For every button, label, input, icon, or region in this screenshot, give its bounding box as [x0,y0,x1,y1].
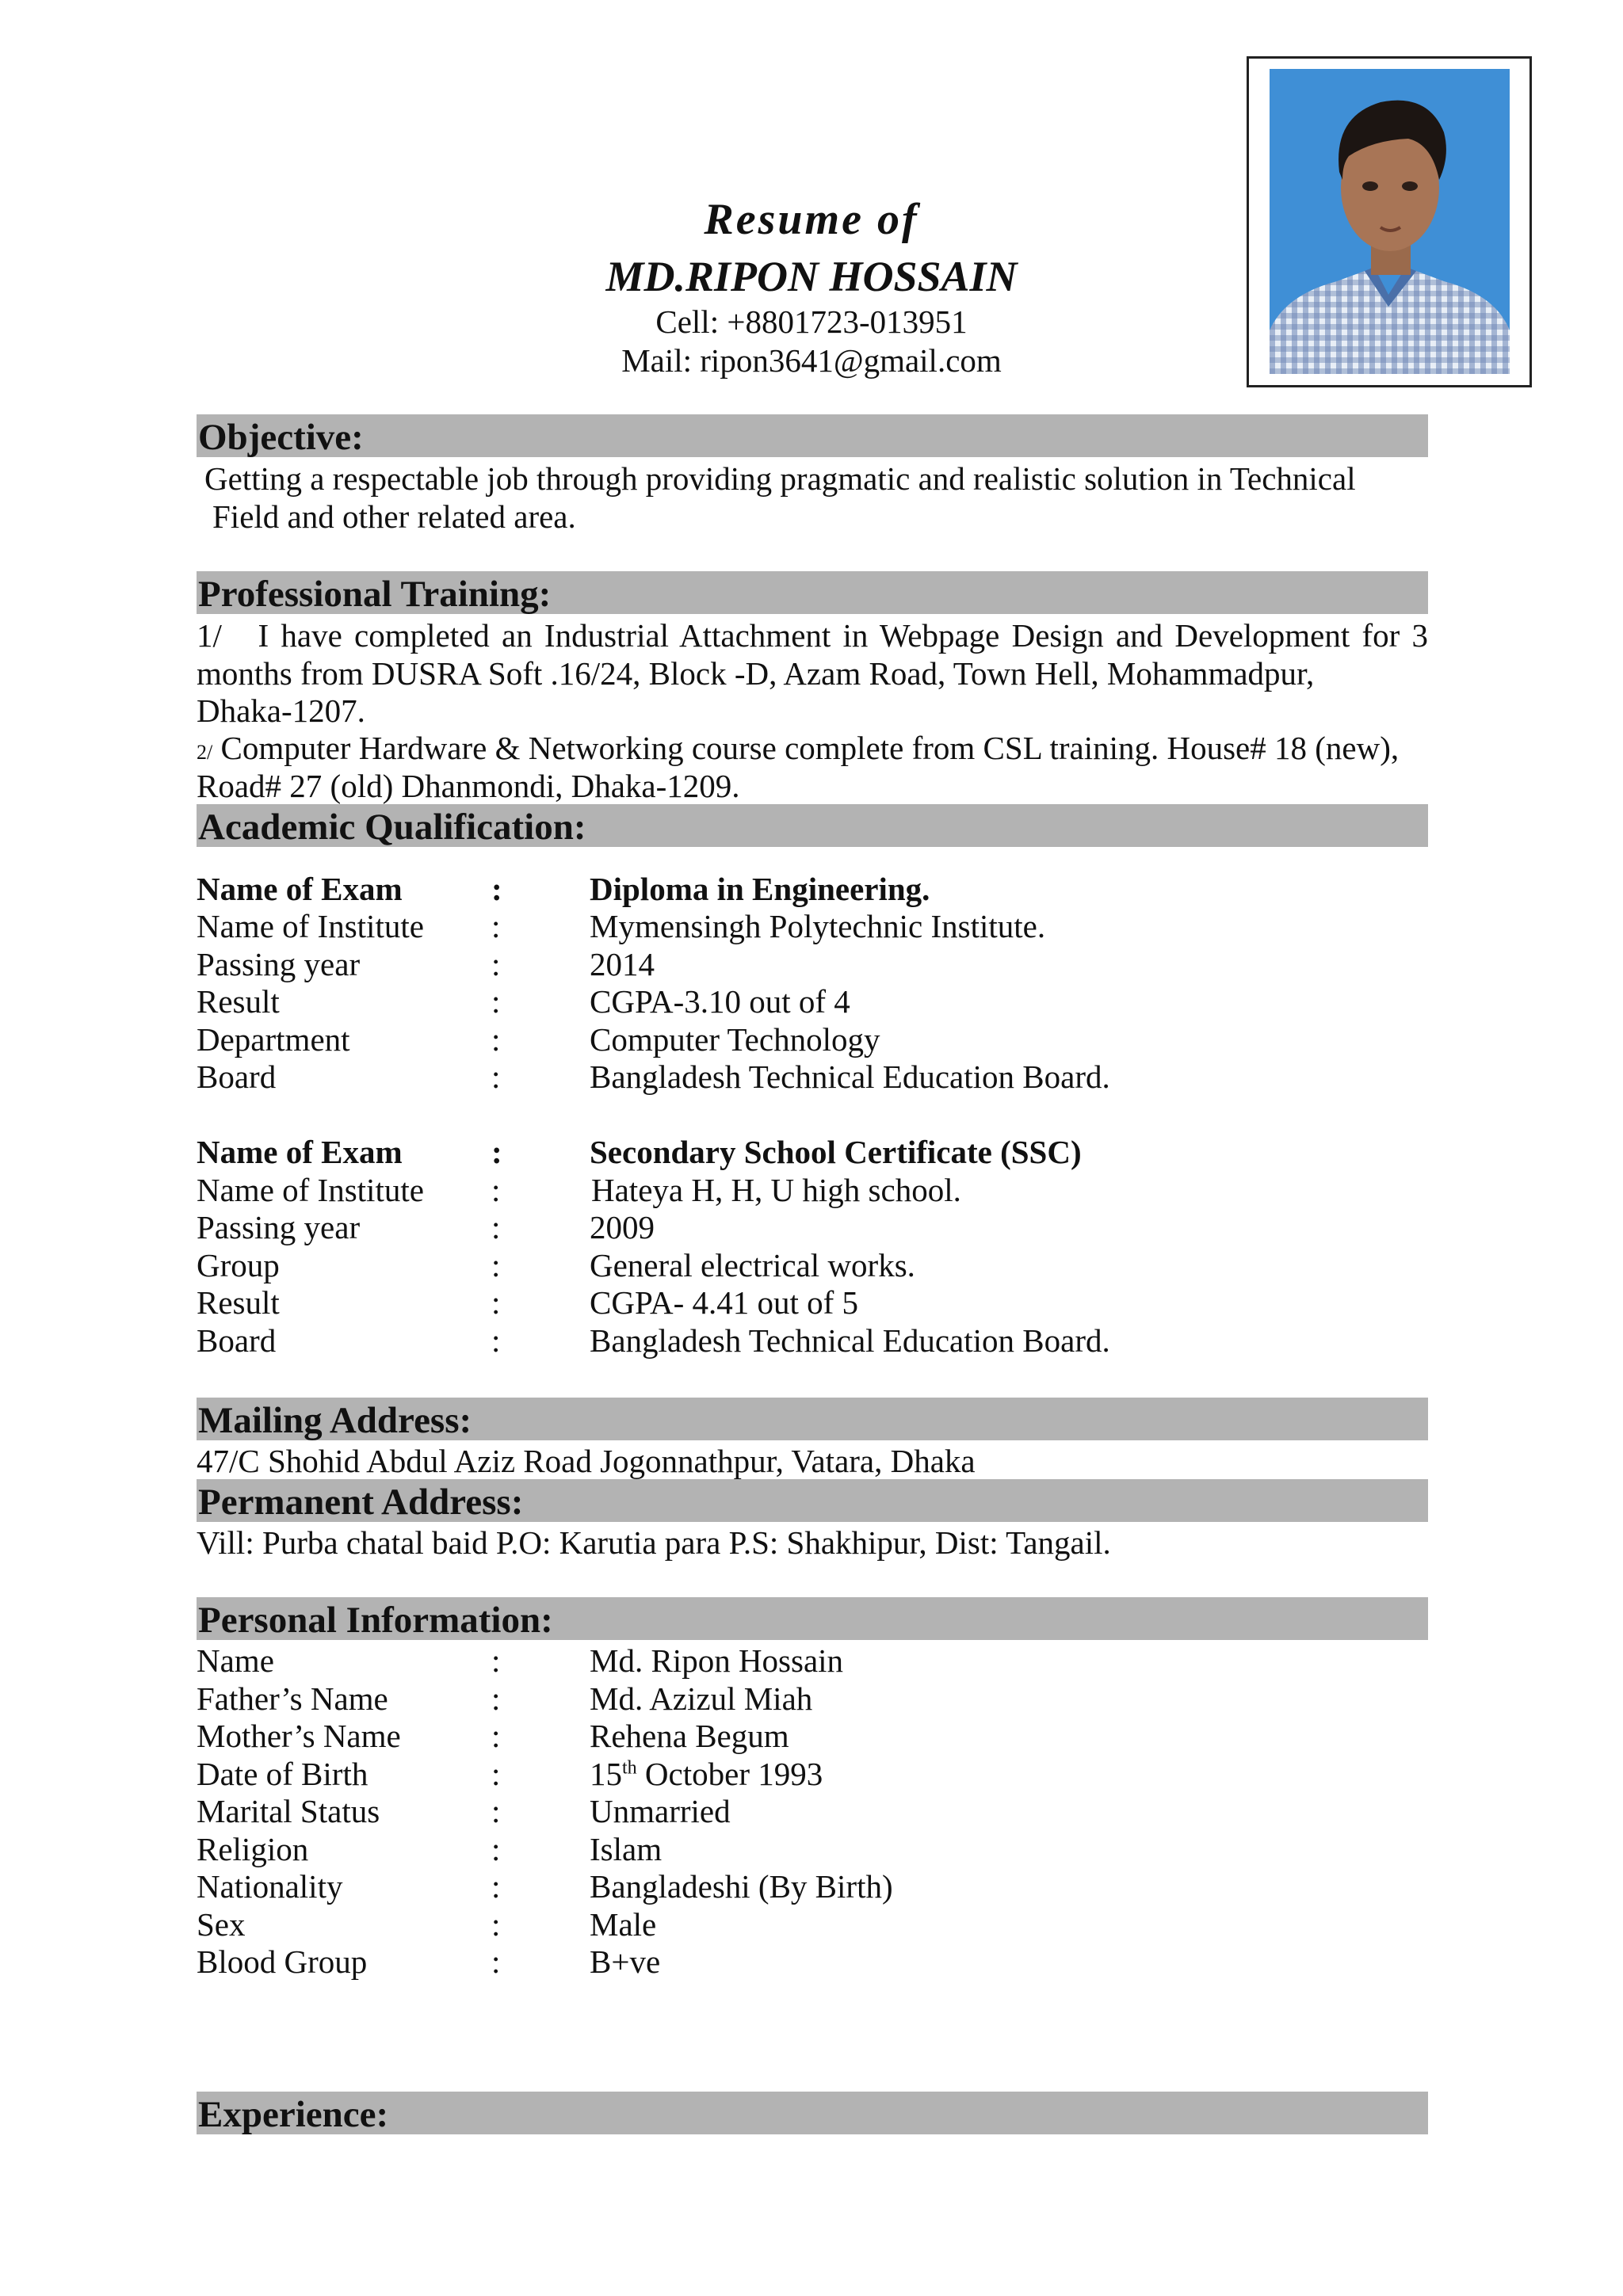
training-heading-text: Professional Training: [198,574,552,615]
training-item-1-line-1: 1/ I have completed an Industrial Attachment in Webpage Design and Development for 3 [197,617,1428,654]
personal-sex-row [197,1905,1428,1943]
personal-marital-row [197,1792,1428,1830]
training-heading [197,571,1428,614]
personal-father-row [197,1680,1428,1718]
diploma-institute-row [197,907,1428,945]
row-value: Unmarried [590,1793,731,1829]
row-value: Secondary School Certificate (SSC) [590,1134,1082,1170]
academic-heading-text: Academic Qualification: [198,807,586,848]
row-value: Md. Ripon Hossain [590,1642,844,1679]
row-label: Board [197,1058,277,1095]
profile-photo [1247,56,1532,387]
diploma-result-row [197,982,1428,1020]
personal-dob-row [197,1755,1428,1793]
row-label: Result [197,983,280,1020]
training-item-1-line-2: months from DUSRA Soft .16/24, Block -D, Azam Road, Town Hell, Mohammadpur, [197,655,1315,692]
candidate-name: MD.RIPON HOSSAIN [605,253,1018,300]
permanent-address-heading [197,1479,1428,1522]
row-colon: : [491,1831,501,1867]
ssc-institute-row [197,1171,1428,1209]
row-value: 2014 [590,946,655,982]
row-label: Department [197,1021,350,1058]
objective-heading [197,414,1428,457]
objective-heading-text: Objective: [198,417,364,458]
training-item-2-text: Computer Hardware & Networking course complete from CSL training. House# 18 (new), [212,730,1400,766]
experience-heading [197,2092,1428,2134]
row-label: Nationality [197,1868,343,1905]
row-label: Name of Institute [197,908,424,944]
diploma-exam-row [197,870,1428,908]
row-colon: : [491,983,501,1020]
ssc-group-row [197,1246,1428,1284]
ssc-year-row [197,1208,1428,1246]
training-item-2-line-1 [197,729,1428,772]
row-label: Group [197,1247,280,1283]
cell-number: Cell: +8801723-013951 [655,303,968,340]
row-colon: : [491,1906,501,1943]
row-colon: : [491,1680,501,1717]
row-value: 2009 [590,1209,655,1245]
mailing-address-text: 47/C Shohid Abdul Aziz Road Jogonnathpur, Vatara, Dhaka [197,1443,976,1479]
dob-day: 15 [590,1756,622,1792]
portrait-image [1270,69,1510,374]
personal-nationality-row [197,1867,1428,1905]
row-label: Passing year [197,946,361,982]
row-colon: : [491,1058,501,1095]
personal-info-heading-text: Personal Information: [198,1600,553,1641]
row-colon: : [491,1642,501,1679]
training-item-2-line-2: Road# 27 (old) Dhanmondi, Dhaka-1209. [197,768,740,804]
row-colon: : [491,1868,501,1905]
training-item-1-line-3: Dhaka-1207. [197,692,365,729]
objective-line-1: Getting a respectable job through providing pragmatic and realistic solution in Technical [204,460,1356,497]
diploma-year-row [197,945,1428,983]
resume-title: Resume of [704,195,919,244]
row-value: Mymensingh Polytechnic Institute. [590,908,1046,944]
training-item-2-number: 2/ [197,741,213,764]
row-value: Bangladesh Technical Education Board. [590,1058,1110,1095]
row-colon: : [491,1943,501,1980]
row-colon: : [491,1322,501,1359]
personal-info-heading [197,1597,1428,1640]
objective-line-2: Field and other related area. [212,498,576,535]
dob-month-year: October 1993 [636,1756,823,1792]
experience-heading-text: Experience: [198,2094,389,2135]
row-value: Rehena Begum [590,1718,789,1754]
row-label: Name of Exam [197,871,403,907]
permanent-address-text: Vill: Purba chatal baid P.O: Karutia para P.S: Shakhipur, Dist: Tangail. [197,1524,1111,1561]
row-label: Result [197,1284,280,1321]
row-label: Sex [197,1906,246,1943]
personal-name-row [197,1642,1428,1680]
row-label: Religion [197,1831,309,1867]
row-label: Date of Birth [197,1756,369,1792]
row-label: Name [197,1642,274,1679]
row-colon: : [491,1209,501,1245]
diploma-department-row [197,1020,1428,1058]
row-label: Father’s Name [197,1680,388,1717]
row-label: Mother’s Name [197,1718,401,1754]
row-value: Male [590,1906,657,1943]
row-value: Md. Azizul Miah [590,1680,813,1717]
row-colon: : [491,946,501,982]
row-colon: : [491,908,501,944]
row-value: Hateya H, H, U high school. [591,1172,961,1208]
row-value: General electrical works. [590,1247,915,1283]
row-value: B+ve [590,1943,661,1980]
row-label: Name of Exam [197,1134,403,1170]
row-label: Name of Institute [197,1172,424,1208]
row-colon: : [491,1793,501,1829]
row-value [590,1755,823,1793]
row-value: Islam [590,1831,663,1867]
row-colon: : [491,1172,501,1208]
row-colon: : [491,1284,501,1321]
row-label: Marital Status [197,1793,380,1829]
email-address: Mail: ripon3641@gmail.com [621,342,1002,379]
row-colon: : [491,1718,501,1754]
row-colon: : [491,1134,502,1170]
diploma-board-row [197,1058,1428,1096]
row-colon: : [491,1021,501,1058]
row-value: Bangladeshi (By Birth) [590,1868,893,1905]
personal-religion-row [197,1830,1428,1868]
dob-ordinal: th [622,1757,637,1779]
personal-mother-row [197,1717,1428,1755]
row-value: Bangladesh Technical Education Board. [590,1322,1110,1359]
row-value: Computer Technology [590,1021,880,1058]
row-colon: : [491,1756,501,1792]
row-label: Passing year [197,1209,361,1245]
personal-blood-row [197,1943,1428,1981]
row-value: CGPA-3.10 out of 4 [590,983,850,1020]
row-colon: : [491,871,502,907]
permanent-address-heading-text: Permanent Address: [198,1482,524,1523]
row-value: CGPA- 4.41 out of 5 [590,1284,859,1321]
ssc-result-row [197,1283,1428,1322]
row-label: Blood Group [197,1943,368,1980]
academic-heading [197,804,1428,847]
row-colon: : [491,1247,501,1283]
ssc-exam-row [197,1133,1428,1171]
row-value: Diploma in Engineering. [590,871,930,907]
row-label: Board [197,1322,277,1359]
mailing-address-heading [197,1398,1428,1440]
mailing-address-heading-text: Mailing Address: [198,1400,472,1441]
ssc-board-row [197,1322,1428,1360]
